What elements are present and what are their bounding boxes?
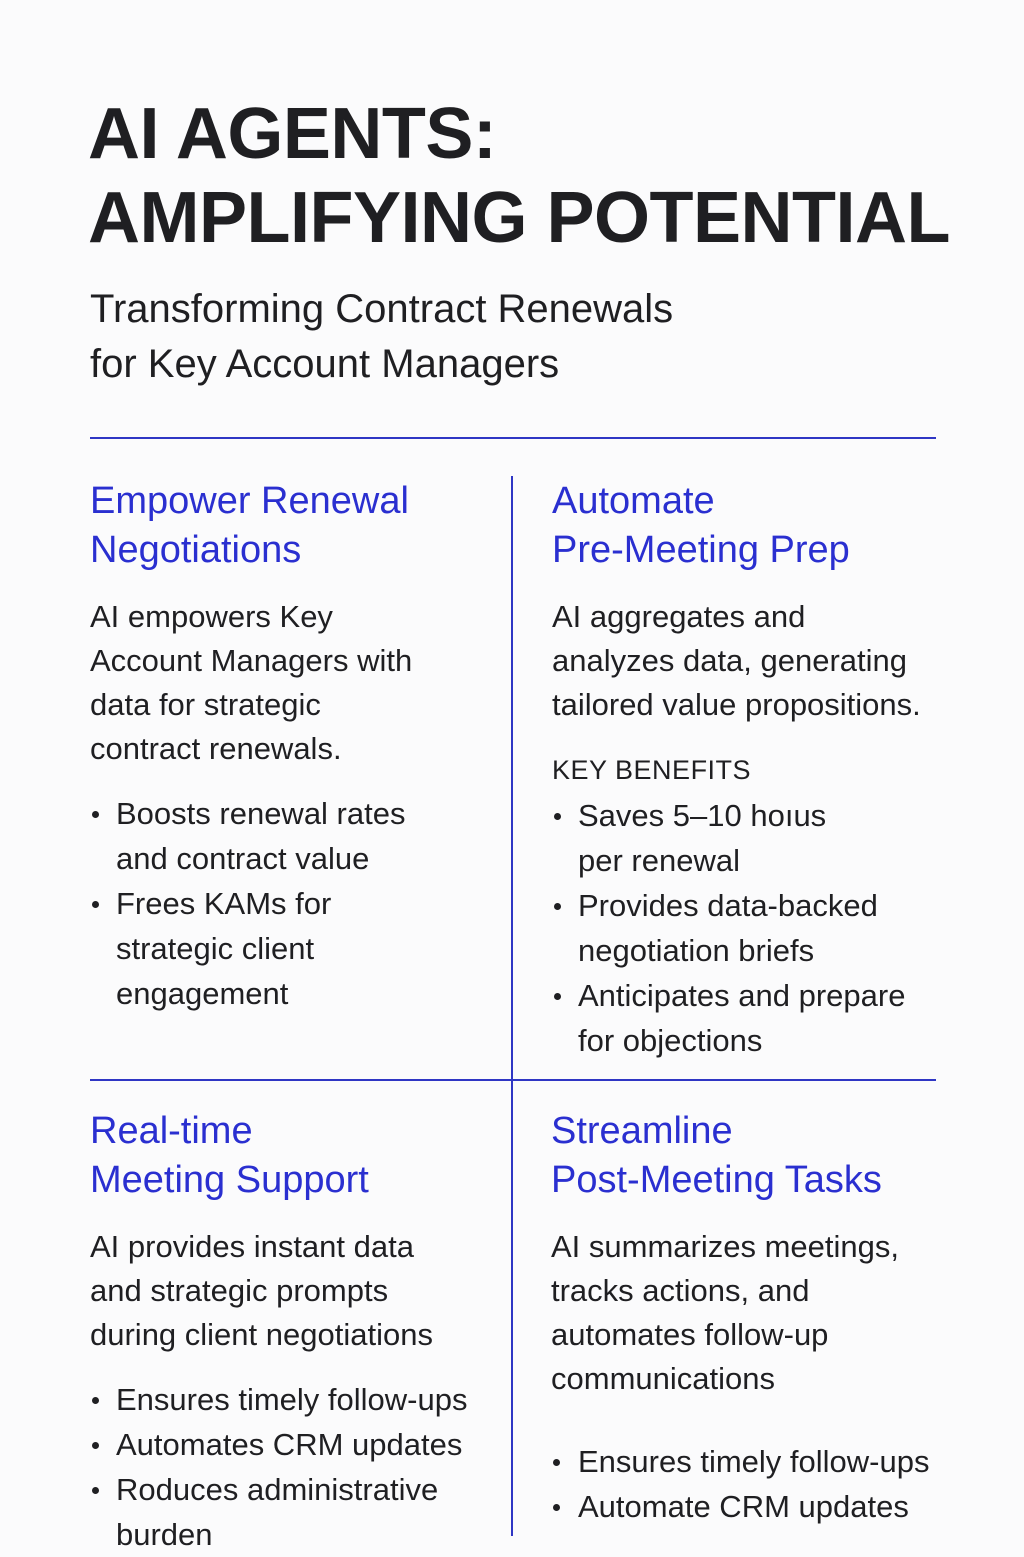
section-heading <box>90 477 500 575</box>
benefit-line: Provides data-backed <box>578 888 878 923</box>
description-line: AI provides instant data <box>90 1229 414 1264</box>
benefit-line: for objections <box>578 1023 763 1058</box>
section-streamline-post-meeting-tasks <box>551 1107 1011 1529</box>
heading-line: Pre-Meeting Prep <box>552 529 850 571</box>
subtitle-line-2: for Key Account Managers <box>90 342 560 386</box>
bullet-icon <box>92 811 99 818</box>
benefit-line: Automate CRM updates <box>578 1489 909 1524</box>
benefit-line: Saves 5–10 hoıus <box>578 798 827 833</box>
section-real-time-meeting-support <box>90 1107 505 1557</box>
heading-line: Negotiations <box>90 529 302 571</box>
description-line: contract renewals. <box>90 731 342 766</box>
description-line: and strategic prompts <box>90 1273 389 1308</box>
benefit-item <box>552 883 1012 973</box>
bullet-icon <box>92 1397 99 1404</box>
heading-line: Automate <box>552 480 715 522</box>
description-line: tailored value propositions. <box>552 687 921 722</box>
page-subtitle <box>90 282 890 392</box>
section-heading <box>90 1107 505 1205</box>
benefit-line: Frees KAMs for <box>116 886 332 921</box>
bullet-icon <box>92 1442 99 1449</box>
benefit-list <box>552 793 1012 1063</box>
benefit-item <box>90 1467 505 1557</box>
vertical-divider <box>511 476 513 1536</box>
title-line-2: AMPLIFYING POTENTIAL <box>88 178 950 258</box>
section-heading <box>552 477 1012 575</box>
bullet-icon <box>554 813 561 820</box>
description-line: AI empowers Key <box>90 599 333 634</box>
benefit-item <box>552 793 1012 883</box>
title-line-1: AI AGENTS: <box>88 94 497 174</box>
benefit-list <box>551 1439 1011 1529</box>
description-line: communications <box>551 1361 775 1396</box>
key-benefits-label: KEY BENEFITS <box>552 755 752 785</box>
benefit-item <box>90 791 500 881</box>
top-divider <box>90 437 936 439</box>
heading-line: Meeting Support <box>90 1159 369 1201</box>
benefit-line: Ensures timely follow-ups <box>578 1444 930 1479</box>
description-line: automates follow-up <box>551 1317 829 1352</box>
benefit-line: Automates CRM updates <box>116 1427 463 1462</box>
bullet-icon <box>554 903 561 910</box>
benefit-item <box>90 1377 505 1422</box>
subtitle-line-1: Transforming Contract Renewals <box>90 287 674 331</box>
section-description <box>90 1225 505 1357</box>
bullet-icon <box>553 1504 560 1511</box>
benefit-line: Boosts renewal rates <box>116 796 406 831</box>
benefit-item <box>90 881 500 1016</box>
heading-line: Streamline <box>551 1110 733 1152</box>
benefit-line: burden <box>116 1517 213 1552</box>
benefit-line: and contract value <box>116 841 370 876</box>
bullet-icon <box>92 1487 99 1494</box>
heading-line: Post-Meeting Tasks <box>551 1159 882 1201</box>
heading-line: Real-time <box>90 1110 253 1152</box>
bullet-icon <box>554 993 561 1000</box>
description-line: during client negotiations <box>90 1317 433 1352</box>
benefit-line: negotiation briefs <box>578 933 815 968</box>
section-description <box>90 595 500 771</box>
benefit-line: engagement <box>116 976 289 1011</box>
benefit-line: per renewal <box>578 843 740 878</box>
benefit-list <box>90 1377 505 1557</box>
benefit-line: Ensures timely follow-ups <box>116 1382 468 1417</box>
section-empower-renewal-negotiations <box>90 477 500 1016</box>
section-description <box>551 1225 1011 1401</box>
benefit-line: strategic client <box>116 931 315 966</box>
heading-line: Empower Renewal <box>90 480 409 522</box>
benefit-item <box>90 1422 505 1467</box>
description-line: AI summarizes meetings, <box>551 1229 899 1264</box>
section-description <box>552 595 1012 727</box>
section-automate-pre-meeting-prep <box>552 477 1012 1063</box>
description-line: data for strategic <box>90 687 321 722</box>
benefit-list <box>90 791 500 1016</box>
benefit-line: Roduces administrative <box>116 1472 439 1507</box>
bullet-icon <box>553 1459 560 1466</box>
benefit-line: Anticipates and prepare <box>578 978 906 1013</box>
benefit-item <box>551 1439 1011 1484</box>
page-title <box>88 92 988 260</box>
bullet-icon <box>92 901 99 908</box>
description-line: tracks actions, and <box>551 1273 810 1308</box>
section-heading <box>551 1107 1011 1205</box>
description-line: Account Managers with <box>90 643 413 678</box>
description-line: analyzes data, generating <box>552 643 908 678</box>
benefit-item <box>552 973 1012 1063</box>
benefit-item <box>551 1484 1011 1529</box>
description-line: AI aggregates and <box>552 599 806 634</box>
middle-divider <box>90 1079 936 1081</box>
